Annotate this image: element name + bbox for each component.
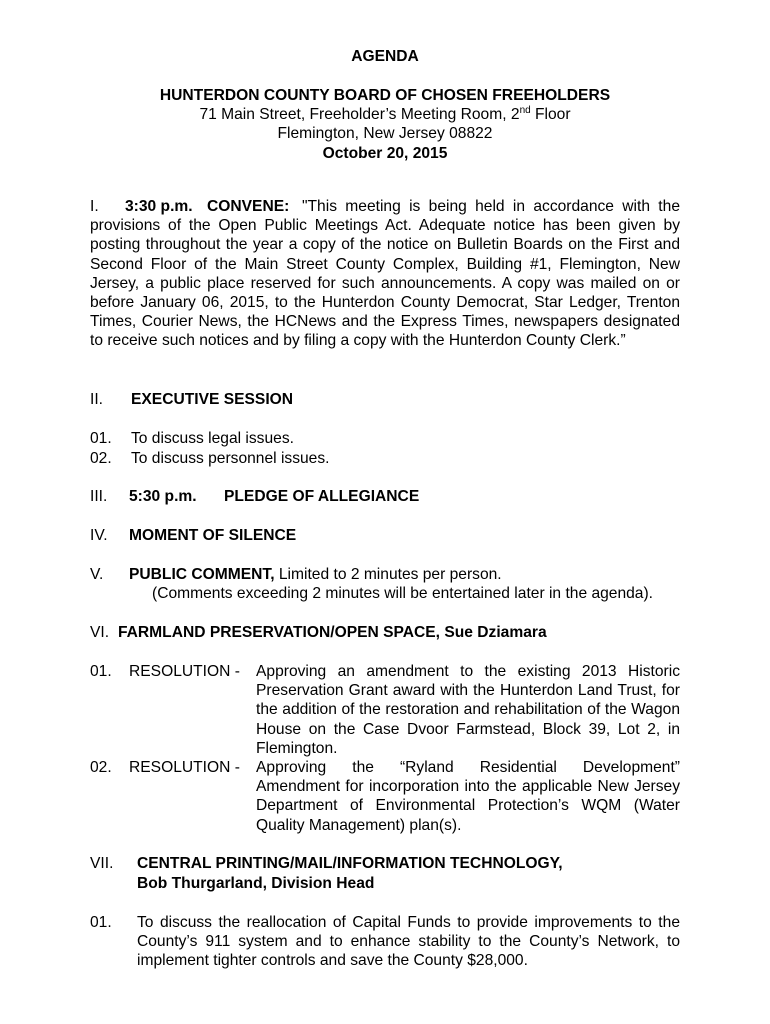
meeting-date: October 20, 2015	[322, 145, 448, 162]
section-heading: PLEDGE OF ALLEGIANCE	[224, 488, 420, 505]
section-numeral: V.	[90, 566, 104, 583]
convene-time: 3:30 p.m.	[125, 198, 193, 215]
resolution-text: Approving the “Ryland Residential Development” Amendment for incorporation into the applicable New Jersey Department of Environmental Protection’s WQM (Water Quality Management) plan(s).	[256, 759, 680, 834]
section-heading: FARMLAND PRESERVATION/OPEN SPACE, Sue Dziamara	[118, 624, 547, 641]
convene-paragraph	[90, 197, 680, 351]
public-comment-line	[129, 565, 502, 584]
convene-notice: provisions of the Open Public Meetings Act. Adequate notice has been given by posting throughout the year a copy of the notice on Bulletin Boards on the First and Second Floor of the Main Street County Complex, Building #1, Flemington, New Jersey, a public place reserved for such announcements. A copy was mailed on or before January 06, 2015, to the Hunterdon County Democrat, Star Ledger, Trenton Times, Courier News, the HCNews and the Express Times, newspapers designated to receive such notices and by filing a copy with the Hunterdon County Clerk.”	[90, 217, 680, 350]
item-text: To discuss personnel issues.	[131, 450, 330, 467]
item-number: 02.	[90, 450, 112, 467]
section-heading: MOMENT OF SILENCE	[129, 527, 297, 544]
section-heading: PUBLIC COMMENT,	[129, 566, 275, 583]
section-numeral: VII.	[90, 855, 114, 872]
section-time: 5:30 p.m.	[129, 488, 197, 505]
convene-intro: "This meeting is being held in accordance with the	[302, 198, 680, 215]
item-number: 02.	[90, 759, 112, 776]
section-numeral: VI.	[90, 624, 110, 641]
section-numeral: III.	[90, 488, 108, 505]
item-text: To discuss legal issues.	[131, 430, 294, 447]
item-number: 01.	[90, 663, 112, 680]
section-numeral: IV.	[90, 527, 108, 544]
address-floor: Floor	[530, 106, 571, 123]
section-subheading: Bob Thurgarland, Division Head	[137, 875, 375, 892]
item-label: RESOLUTION -	[129, 663, 240, 680]
convene-heading: CONVENE:	[207, 198, 290, 215]
section-numeral: I.	[90, 198, 99, 215]
board-name: HUNTERDON COUNTY BOARD OF CHOSEN FREEHOLDERS	[159, 87, 611, 104]
meeting-city: Flemington, New Jersey 08822	[277, 125, 493, 142]
item-text: To discuss the reallocation of Capital Funds to provide improvements to the County’s 911 system and to enhance stability to the County’s Network, to implement tighter controls and save the County $28,000.	[137, 914, 680, 970]
item-label: RESOLUTION -	[129, 759, 240, 776]
public-comment-limit: Limited to 2 minutes per person.	[274, 566, 502, 583]
public-comment-note: (Comments exceeding 2 minutes will be entertained later in the agenda).	[152, 585, 654, 602]
section-heading: CENTRAL PRINTING/MAIL/INFORMATION TECHNOLOGY,	[137, 855, 563, 872]
address-superscript: nd	[519, 104, 531, 116]
meeting-address	[0, 105, 770, 124]
section-heading: EXECUTIVE SESSION	[131, 391, 294, 408]
item-number: 01.	[90, 430, 112, 447]
address-main: 71 Main Street, Freeholder’s Meeting Room, 2	[199, 106, 520, 123]
section-numeral: II.	[90, 391, 103, 408]
item-number: 01.	[90, 914, 112, 931]
agenda-title: AGENDA	[351, 48, 419, 65]
resolution-text: Approving an amendment to the existing 2013 Historic Preservation Grant award with the Hunterdon Land Trust, for the addition of the restoration and rehabilitation of the Wagon House on the Case Dvoor Farmstead, Block 39, Lot 2, in Flemington.	[256, 663, 680, 757]
